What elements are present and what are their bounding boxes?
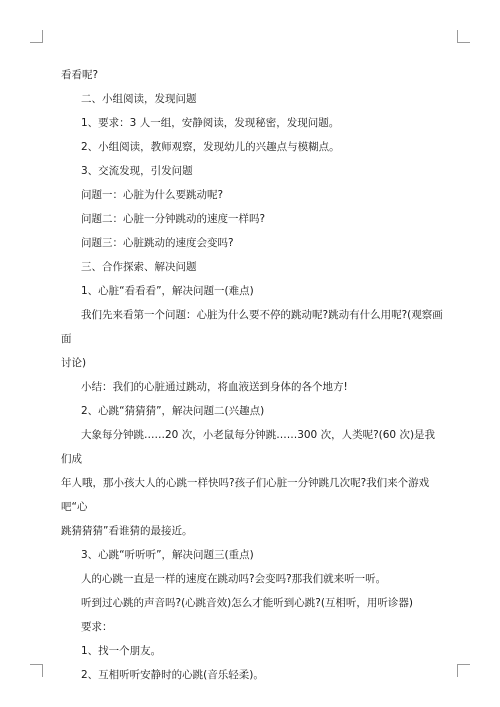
paragraph-line: 看看呢? — [61, 69, 99, 81]
paragraph-line: 大象每分钟跳……20 次，小老鼠每分钟跳……300 次，人类呢?(60 次)是我们成 — [61, 429, 436, 465]
paragraph-line: 3、心跳“听听听”，解决问题三(重点) — [81, 549, 254, 561]
question-line: 问题二：心脏一分钟跳动的速度一样吗? — [81, 213, 266, 225]
paragraph-line: 听到过心跳的声音吗?(心跳音效)怎么才能听到心跳?(互相听，用听诊器) — [81, 597, 414, 609]
section-heading: 三、合作探索、解决问题 — [81, 261, 197, 273]
paragraph-line: 1、心脏“看看看”，解决问题一(难点) — [81, 285, 254, 297]
question-line: 问题一：心脏为什么要跳动呢? — [81, 189, 224, 201]
crop-mark-bottom-left — [30, 664, 43, 677]
section-heading: 二、小组阅读，发现问题 — [81, 93, 197, 105]
paragraph-line: 3、交流发现，引发问题 — [81, 165, 193, 177]
paragraph-line: 2、小组阅读，教师观察，发现幼儿的兴趣点与模糊点。 — [81, 141, 340, 153]
paragraph-line: 小结：我们的心脏通过跳动，将血液送到身体的各个地方! — [81, 381, 348, 393]
paragraph-line: 跳猜猜猜”看谁猜的最接近。 — [61, 525, 193, 537]
paragraph-line: 2、心跳“猜猜猜”，解决问题二(兴趣点) — [81, 405, 265, 417]
question-line: 问题三：心脏跳动的速度会变吗? — [81, 237, 234, 249]
paragraph-line: 要求： — [81, 621, 113, 633]
paragraph-line: 我们先来看第一个问题：心脏为什么要不停的跳动呢?跳动有什么用呢?(观察画面 — [61, 309, 443, 345]
crop-mark-top-left — [30, 30, 43, 43]
crop-mark-top-right — [457, 30, 470, 43]
crop-mark-bottom-right — [457, 664, 470, 677]
paragraph-line: 2、互相听听安静时的心跳(音乐轻柔)。 — [81, 669, 264, 681]
paragraph-line: 1、找一个朋友。 — [81, 645, 162, 657]
paragraph-line: 1、要求：3 人一组，安静阅读，发现秘密，发现问题。 — [81, 117, 340, 129]
document-body — [61, 63, 443, 687]
paragraph-line: 讨论) — [61, 357, 87, 369]
paragraph-line: 年人哦，那小孩大人的心跳一样快吗?孩子们心脏一分钟跳几次呢?我们来个游戏吧“心 — [61, 477, 430, 513]
paragraph-line: 人的心跳一直是一样的速度在跳动吗?会变吗?那我们就来听一听。 — [81, 573, 387, 585]
